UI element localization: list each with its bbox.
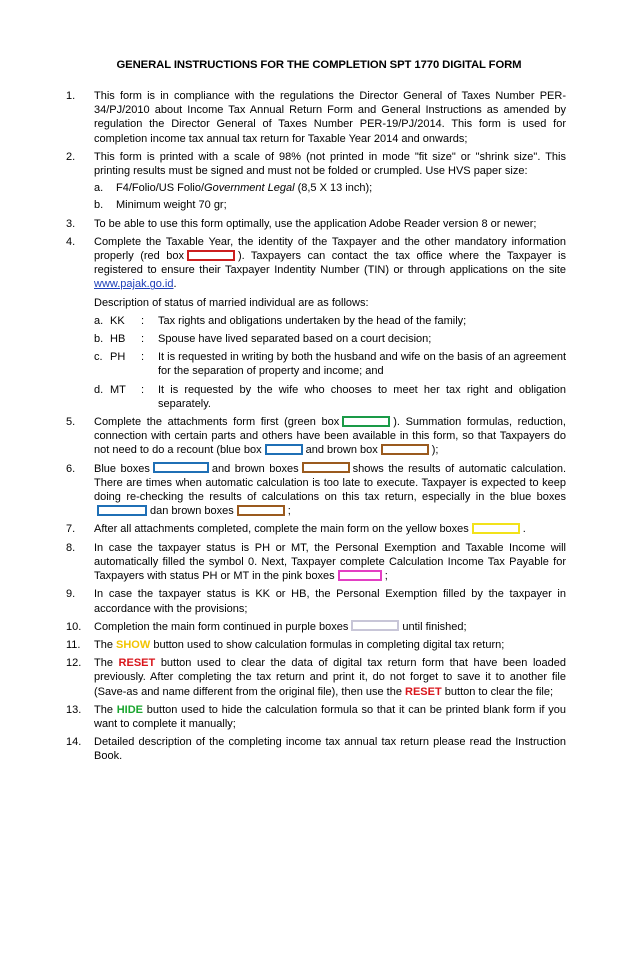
list-item-2 xyxy=(66,150,566,213)
status-text: Spouse have lived separated based on a court decision; xyxy=(158,333,432,346)
status-text: It is requested in writing by both the husband and wife on the basis of an agreement for the separation of property and income; and xyxy=(158,351,566,378)
list-item-1 xyxy=(66,89,566,146)
status-text: Tax rights and obligations undertaken by the head of the family; xyxy=(158,314,467,327)
item-number: 14. xyxy=(66,736,82,749)
pajak-link[interactable]: www.pajak.go.id xyxy=(94,278,174,291)
item-number: 9. xyxy=(66,588,76,601)
status-colon: : xyxy=(141,333,145,346)
item-number: 10. xyxy=(66,620,82,633)
sub-item-b xyxy=(94,198,566,212)
status-code: HB xyxy=(110,333,126,346)
status-colon: : xyxy=(141,383,145,396)
item-text: . xyxy=(173,278,177,291)
item-number: 13. xyxy=(66,703,82,716)
item-text: This form is in compliance with the regulations the Director General of Taxes Number PER-34/PJ/2010 about Income Tax Annual Return Form and General Instructions as amended by regulation the Director General of Taxes Number PER-19/PJ/2014. This form is used for completion income tax annual tax return for Taxable Year 2014 and onwards; xyxy=(94,90,566,145)
item-text: ; xyxy=(384,570,388,583)
sub-text: (8,5 X 13 inch); xyxy=(294,182,373,195)
status-code: MT xyxy=(110,383,126,396)
sub-text: F4/Folio/US Folio/ xyxy=(116,182,205,195)
green-box-swatch xyxy=(342,416,390,427)
sub-label: b. xyxy=(94,199,104,212)
item-text: ; xyxy=(287,505,291,518)
list-item-5 xyxy=(66,415,566,458)
status-code: KK xyxy=(110,314,125,327)
item-text: button used to show calculation formulas in completing digital tax return; xyxy=(153,638,505,651)
item-text: and brown box xyxy=(305,444,378,457)
list-item-13 xyxy=(66,703,566,731)
item-text: After all attachments completed, complete the main form on the yellow boxes xyxy=(94,523,469,536)
list-item-9 xyxy=(66,587,566,615)
status-code: PH xyxy=(110,351,126,364)
purple-box-swatch xyxy=(351,620,399,631)
list-item-10 xyxy=(66,620,566,634)
instruction-list xyxy=(66,89,566,768)
item-number: 12. xyxy=(66,657,82,670)
item-text: ); xyxy=(431,444,439,457)
item-number: 3. xyxy=(66,217,76,230)
status-colon: : xyxy=(141,314,145,327)
status-text: It is requested by the wife who chooses to meet her tax right and obligation separately. xyxy=(158,383,566,410)
hide-keyword: HIDE xyxy=(116,703,144,716)
item-text: ). Summation formulas, reduction, connection with certain parts and others have been available in this form, so that Taxpayers do not need to do a recount (blue box xyxy=(94,416,566,457)
sub-label: a. xyxy=(94,182,104,195)
item-text: This form is printed with a scale of 98% (not printed in mode "fit size" or "shrink size". This printing results must be signed and must not be folded or crumpled. Use HVS paper size: xyxy=(94,150,566,178)
item-text: Complete the attachments form first (green box xyxy=(94,416,340,429)
status-item-mt xyxy=(94,383,566,411)
reset-keyword: RESET xyxy=(118,657,156,670)
item-number: 8. xyxy=(66,541,76,554)
list-item-6 xyxy=(66,462,566,519)
item-text: Completion the main form continued in purple boxes xyxy=(94,620,349,633)
status-label: a. xyxy=(94,314,104,327)
status-label: c. xyxy=(94,351,103,364)
item-text: In case the taxpayer status is PH or MT, the Personal Exemption and Taxable Income will automatically filled the symbol 0. Next, Taxpayer complete Calculation Income Tax Payable for Taxpayers with status PH or MT in the pink boxes xyxy=(94,541,566,583)
blue-box-swatch xyxy=(153,462,209,473)
item-number: 11. xyxy=(66,638,81,651)
list-item-11 xyxy=(66,638,566,652)
brown-box-swatch xyxy=(302,462,350,473)
item-text: The xyxy=(94,638,113,651)
item-text: and brown boxes xyxy=(211,462,299,475)
item-text: button to clear the file; xyxy=(444,685,554,698)
pink-box-swatch xyxy=(338,570,382,581)
status-item-ph xyxy=(94,350,566,378)
item-text: dan brown boxes xyxy=(150,505,234,518)
show-keyword: SHOW xyxy=(116,638,151,651)
item-text: Detailed description of the completing income tax annual tax return please read the Instruction Book. xyxy=(94,736,566,763)
item-text: button used to hide the calculation formula so that it can be printed blank form if you want to complete it manually; xyxy=(94,703,566,730)
blue-box-swatch xyxy=(265,444,303,455)
item-text: Blue boxes xyxy=(94,462,150,475)
item-number: 1. xyxy=(66,90,76,102)
item-text: The xyxy=(94,657,113,670)
brown-box-swatch xyxy=(237,505,285,516)
item-text: To be able to use this form optimally, use the application Adobe Reader version 8 or newer; xyxy=(94,217,537,230)
item-text: . xyxy=(522,523,526,536)
status-label: b. xyxy=(94,333,104,346)
list-item-7 xyxy=(66,522,566,536)
status-item-hb xyxy=(94,332,566,346)
item-text: The xyxy=(94,703,113,716)
item-number: 7. xyxy=(66,523,76,536)
list-item-14 xyxy=(66,735,566,763)
reset-keyword: RESET xyxy=(405,685,442,698)
brown-box-swatch xyxy=(381,444,429,455)
item-text: button used to clear the data of digital tax return form that have been loaded previously. After completing the tax return and print it, do not forget to save it to another file (Save-as and name different from the original file), then use the xyxy=(94,657,566,698)
page-title: GENERAL INSTRUCTIONS FOR THE COMPLETION SPT 1770 DIGITAL FORM xyxy=(116,59,522,71)
item-text: Complete the Taxable Year, the identity of the Taxpayer and the other mandatory information properly (red box xyxy=(94,235,566,263)
item-number: 6. xyxy=(66,462,76,475)
sub-text-italic: Government Legal xyxy=(204,182,295,195)
yellow-box-swatch xyxy=(472,523,520,534)
list-item-8 xyxy=(66,541,566,584)
list-item-4 xyxy=(66,235,566,411)
item-text: shows the results of automatic calculation. There are times when automatic calculation is too late to execute. Taxpayer is expected to keep doing re-checking the results of calculations on this tax return, especially in the blue boxes xyxy=(94,462,567,504)
red-box-swatch xyxy=(187,250,235,261)
status-label: d. xyxy=(94,383,104,396)
item-text: until finished; xyxy=(402,620,467,633)
item-text: ). Taxpayers can contact the tax office where the Taxpayer is registered to ensure their Taxpayer Indentity Number (TIN) or through applications on the site xyxy=(94,250,567,277)
status-item-kk xyxy=(94,314,566,328)
item-number: 5. xyxy=(66,416,76,429)
status-description: Description of status of married individual are as follows: xyxy=(94,296,369,309)
blue-box-swatch xyxy=(97,505,147,516)
item-number: 4. xyxy=(66,235,76,248)
item-text: In case the taxpayer status is KK or HB, the Personal Exemption filled by the taxpayer in accordance with the provisions; xyxy=(94,588,566,615)
item-number: 2. xyxy=(66,150,76,163)
list-item-12 xyxy=(66,656,566,699)
list-item-3 xyxy=(66,217,566,231)
sub-text: Minimum weight 70 gr; xyxy=(116,199,227,212)
sub-item-a xyxy=(94,181,566,195)
status-colon: : xyxy=(141,351,145,364)
